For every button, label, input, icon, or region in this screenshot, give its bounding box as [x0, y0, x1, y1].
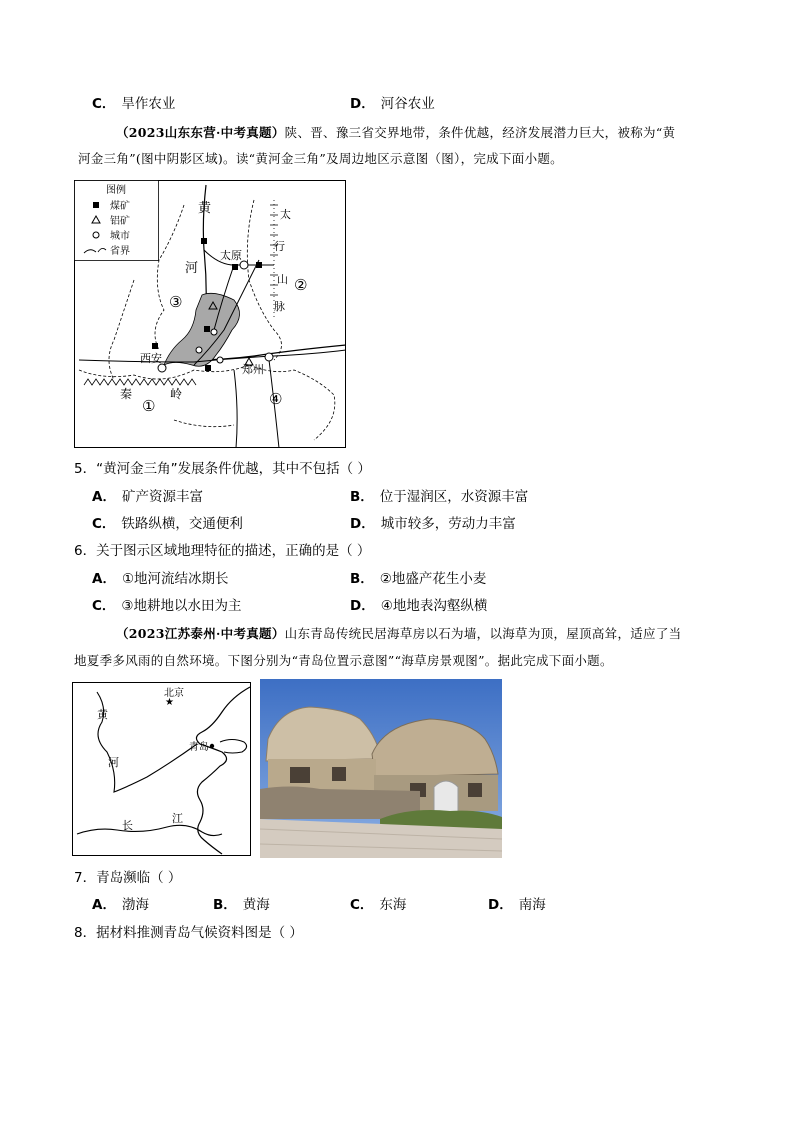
label-he: 河: [108, 756, 119, 769]
q5-option-c[interactable]: C． 铁路纵横，交通便利: [92, 516, 243, 532]
label-zhengzhou: 郑州: [242, 363, 264, 376]
q5-option-b[interactable]: B． 位于湿润区，水资源丰富: [350, 489, 529, 505]
coal-mine-marker: [256, 262, 262, 268]
q5-option-a[interactable]: A． 矿产资源丰富: [92, 489, 203, 505]
coal-mine-marker: [232, 264, 238, 270]
qingdao-dot: [210, 744, 214, 748]
material1-line2: 河金三角”(图中阴影区域)。读“黄河金三角”及周边地区示意图（图），完成下面小题。: [78, 151, 563, 166]
coal-mine-marker: [205, 365, 211, 371]
city-marker: [217, 357, 223, 363]
coal-mine-marker: [152, 343, 158, 349]
legend-city: 城市: [110, 231, 130, 242]
q5-stem: 5．“黄河金三角”发展条件优越，其中不包括（ ）: [74, 461, 371, 477]
legend-coal: 煤矿: [110, 201, 130, 212]
label-ling: 岭: [170, 387, 183, 401]
city-marker: [211, 329, 217, 335]
window: [290, 767, 310, 783]
region-4-label: ④: [269, 390, 283, 408]
q7-option-c[interactable]: C． 东海: [350, 897, 407, 913]
q7-option-a[interactable]: A． 渤海: [92, 897, 149, 913]
label-hang: 行: [274, 240, 285, 253]
label-qin: 秦: [120, 387, 133, 401]
city-marker: [196, 347, 202, 353]
prev-option-c: C． 旱作农业: [92, 96, 176, 112]
q6-stem: 6．关于图示区域地理特征的描述，正确的是（ ）: [74, 543, 371, 559]
region-3-label: ③: [169, 293, 183, 311]
material1-line1: （2023山东东营·中考真题）陕、晋、豫三省交界地带，条件优越，经济发展潜力巨大，被称为“黄: [116, 125, 676, 140]
q6-option-a[interactable]: A． ①地河流结冰期长: [92, 571, 229, 587]
label-xian: 西安: [140, 352, 162, 365]
qingdao-location-map: [72, 682, 251, 856]
label-shan: 山: [277, 273, 288, 286]
label-huang: 黄: [198, 201, 212, 216]
q7-option-b[interactable]: B． 黄海: [213, 897, 270, 913]
q7-stem: 7．青岛濒临（ ）: [74, 870, 182, 886]
q6-option-c[interactable]: C． ③地耕地以水田为主: [92, 598, 242, 614]
material2-line1: （2023江苏泰州·中考真题）山东青岛传统民居海草房以石为墙，以海草为顶，屋顶高耸，适应了当: [116, 626, 682, 641]
label-he: 河: [185, 261, 199, 276]
legend-border: 省界: [110, 246, 130, 257]
taiyuan-city: [240, 261, 248, 269]
beijing-star-icon: ★: [165, 697, 174, 708]
yellow-river-golden-triangle-map: [74, 180, 346, 448]
region-1-label: ①: [142, 397, 156, 415]
label-huang: 黄: [97, 708, 108, 721]
prev-option-d: D． 河谷农业: [350, 96, 435, 112]
q7-option-d[interactable]: D． 南海: [488, 897, 546, 913]
city-icon: [93, 232, 99, 238]
legend-title: 图例: [106, 185, 126, 196]
label-jiang: 江: [172, 812, 183, 825]
window: [332, 767, 346, 781]
q5-option-d[interactable]: D． 城市较多，劳动力丰富: [350, 516, 516, 532]
label-qingdao: 青岛: [189, 742, 209, 753]
zhengzhou-city: [265, 353, 273, 361]
label-mai: 脉: [274, 300, 285, 313]
coal-mine-marker: [204, 326, 210, 332]
legend-aluminum: 铝矿: [110, 216, 130, 227]
material2-line2: 地夏季多风雨的自然环境。下图分别为“青岛位置示意图”“海草房景观图”。据此完成下面小题。: [74, 653, 613, 668]
xian-city: [158, 364, 166, 372]
region-2-label: ②: [294, 276, 308, 294]
label-taiyuan: 太原: [220, 249, 242, 262]
seaweed-house-photo: [260, 679, 502, 858]
label-chang: 长: [122, 819, 133, 832]
label-beijing: 北京: [164, 688, 184, 699]
q8-stem: 8．据材料推测青岛气候资料图是（ ）: [74, 925, 303, 941]
coal-mine-marker: [201, 238, 207, 244]
q6-option-b[interactable]: B． ②地盛产花生小麦: [350, 571, 487, 587]
coal-mine-icon: [93, 202, 99, 208]
label-tai: 太: [280, 208, 291, 221]
q6-option-d[interactable]: D． ④地地表沟壑纵横: [350, 598, 488, 614]
window: [468, 783, 482, 797]
